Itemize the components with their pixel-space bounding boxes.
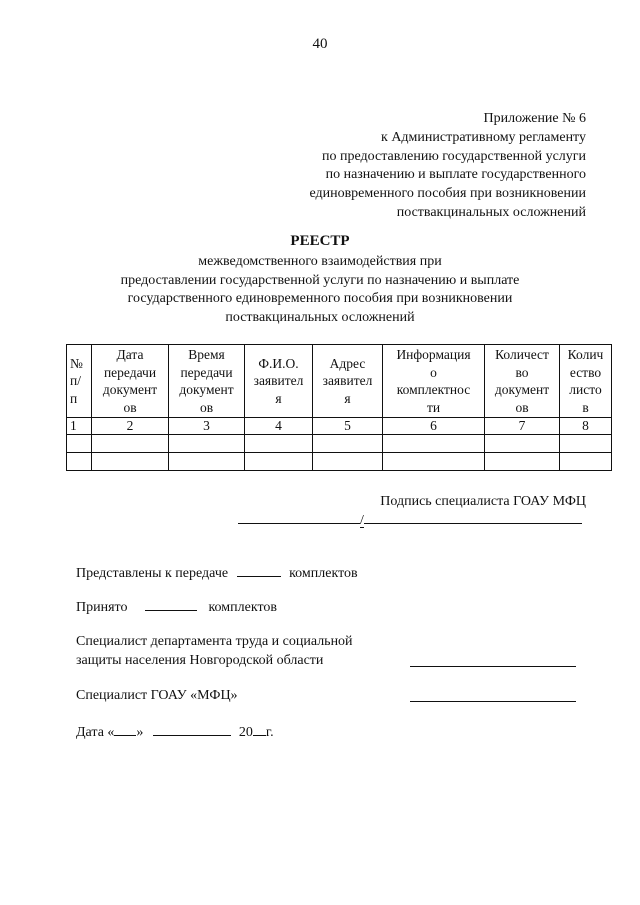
handed-over-count-blank[interactable] [237, 563, 281, 577]
empty-cell[interactable] [92, 453, 169, 471]
header-line: ов [123, 399, 137, 415]
appendix-line: к Административному регламенту [381, 129, 586, 145]
subtitle-line: предоставлении государственной услуги по назначению и выплате [120, 272, 520, 288]
header-line: Время [188, 347, 225, 362]
column-number-cell: 7 [485, 418, 560, 435]
page-number: 40 [312, 36, 328, 52]
header-cell-applicant-address [313, 345, 383, 418]
header-line: я [275, 390, 282, 406]
header-line: п/ [70, 373, 81, 389]
appendix-reference [309, 110, 586, 223]
header-cell-transfer-date [92, 345, 169, 418]
header-cell-document-count [485, 345, 560, 418]
mfc-specialist-label: Специалист ГОАУ «МФЦ» [76, 688, 238, 703]
date-day-blank[interactable] [114, 722, 136, 736]
column-number-cell: 3 [169, 418, 245, 435]
date-year: 20 [238, 725, 253, 740]
header-line: в [582, 399, 589, 415]
header-line: я [344, 390, 351, 406]
header-line: документ [102, 382, 158, 397]
header-line: Информация [396, 347, 471, 362]
header-line: во [515, 364, 529, 380]
header-cell-applicant-name [245, 345, 313, 418]
header-line: документ [179, 382, 234, 397]
header-line: листо [569, 382, 602, 397]
header-line: документ [494, 382, 550, 397]
dept-specialist-signature-blank[interactable] [410, 666, 576, 667]
empty-cell[interactable] [92, 435, 169, 453]
signature-blank[interactable] [238, 509, 360, 524]
handed-over-field [76, 563, 358, 583]
empty-cell[interactable] [245, 435, 313, 453]
date-suffix: г. [265, 725, 274, 740]
header-line: Адрес [329, 355, 366, 371]
header-line: о [430, 364, 437, 380]
appendix-line: по назначению и выплате государственного [325, 167, 586, 183]
header-line: заявител [253, 373, 304, 389]
signature-field[interactable] [238, 509, 582, 529]
dept-specialist-label: Специалист департамента труда и социальной [76, 634, 353, 649]
accepted-label: Принято [76, 600, 128, 615]
table-row [67, 435, 612, 453]
header-cell-sheet-count [560, 345, 612, 418]
header-line: ество [569, 364, 602, 380]
subtitle-line: государственного единовременного пособия при возникновении [127, 291, 513, 307]
empty-cell[interactable] [383, 453, 485, 471]
registry-table [66, 344, 612, 471]
handed-over-unit: комплектов [289, 566, 358, 581]
header-line: передачи [180, 364, 233, 380]
empty-cell[interactable] [560, 453, 612, 471]
empty-cell[interactable] [67, 453, 92, 471]
specialist-signature-label: Подпись специалиста ГОАУ МФЦ [380, 494, 586, 509]
header-line: Количест [495, 347, 549, 362]
column-number-row [67, 418, 612, 435]
column-number-cell: 1 [67, 418, 92, 435]
mfc-specialist-signature-blank[interactable] [410, 701, 576, 702]
table-row [67, 453, 612, 471]
date-mid: » [136, 725, 144, 740]
accepted-unit: комплектов [208, 600, 278, 615]
header-line: комплектнос [396, 382, 471, 397]
empty-cell[interactable] [169, 435, 245, 453]
empty-cell[interactable] [313, 453, 383, 471]
appendix-line: Приложение № 6 [483, 111, 586, 126]
date-month-blank[interactable] [153, 722, 231, 736]
dept-specialist-label: защиты населения Новгородской области [76, 653, 324, 668]
table-header-row [67, 345, 612, 418]
date-year-blank[interactable] [253, 722, 266, 736]
column-number-cell: 6 [383, 418, 485, 435]
dept-specialist-field [76, 632, 353, 670]
date-prefix: Дата « [76, 725, 115, 740]
date-field [76, 722, 274, 742]
handed-over-label: Представлены к передаче [76, 566, 229, 581]
column-number-cell: 8 [560, 418, 612, 435]
header-line: ти [426, 399, 441, 415]
accepted-field [76, 597, 277, 617]
empty-cell[interactable] [169, 453, 245, 471]
empty-cell[interactable] [560, 435, 612, 453]
header-cell-number [67, 345, 92, 418]
header-line: заявител [322, 373, 373, 389]
header-cell-completeness [383, 345, 485, 418]
column-number-cell: 5 [313, 418, 383, 435]
header-line: ов [199, 399, 214, 415]
column-number-cell: 4 [245, 418, 313, 435]
empty-cell[interactable] [67, 435, 92, 453]
header-line: передачи [103, 364, 157, 380]
empty-cell[interactable] [485, 453, 560, 471]
signature-separator: / [360, 513, 364, 528]
name-blank[interactable] [364, 509, 582, 524]
header-line: ов [515, 399, 529, 415]
accepted-count-blank[interactable] [145, 597, 197, 611]
appendix-line: единовременного пособия при возникновении [309, 186, 586, 202]
empty-cell[interactable] [485, 435, 560, 453]
appendix-line: поствакцинальных осложнений [396, 204, 586, 220]
header-line: п [70, 390, 78, 406]
subtitle-line: поствакцинальных осложнений [225, 309, 415, 325]
subtitle-line: межведомственного взаимодействия при [198, 254, 442, 269]
header-line: Колич [567, 347, 604, 362]
document-title: РЕЕСТР [290, 233, 350, 249]
header-line: Дата [116, 347, 144, 362]
empty-cell[interactable] [383, 435, 485, 453]
header-line: № [70, 355, 83, 371]
empty-cell[interactable] [313, 435, 383, 453]
appendix-line: по предоставлению государственной услуги [322, 148, 586, 164]
header-cell-transfer-time [169, 345, 245, 418]
empty-cell[interactable] [245, 453, 313, 471]
header-line: Ф.И.О. [258, 355, 299, 371]
document-subtitle [0, 253, 640, 327]
column-number-cell: 2 [92, 418, 169, 435]
